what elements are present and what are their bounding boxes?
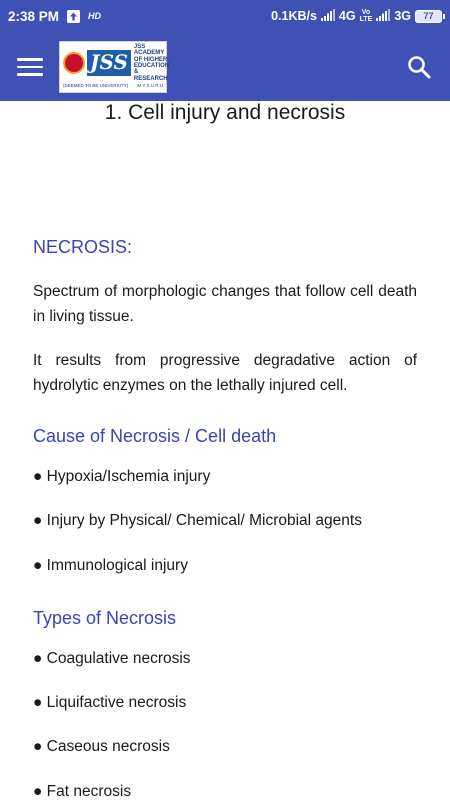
logo-line: & RESEARCH (133, 69, 168, 82)
app-logo (59, 41, 170, 93)
hd-indicator: HD (88, 11, 102, 21)
list-item: ● Caseous necrosis (33, 738, 170, 755)
mechanism-paragraph: It results from progressive degradative action of hydrolytic enzymes on the lethally injured cell. (33, 352, 417, 394)
section-heading-causes: Cause of Necrosis / Cell death (33, 426, 277, 446)
logo-tagline-right: M Y S U R U (137, 83, 163, 88)
volte-bottom: LTE (359, 16, 373, 23)
logo-line: EDUCATION (133, 63, 170, 69)
section-heading-types: Types of Necrosis (33, 608, 177, 628)
status-right (271, 9, 442, 24)
logo-mark: JSS (87, 50, 131, 76)
logo-tagline-left: (DEEMED TO BE UNIVERSITY) (63, 83, 129, 88)
logo-text (134, 44, 169, 82)
list-item: ● Coagulative necrosis (33, 650, 191, 667)
status-time: 2:38 PM (8, 8, 60, 24)
volte-top: Vo (361, 9, 371, 16)
app-bar (0, 32, 450, 101)
network-speed: 0.1KB/s (271, 9, 317, 23)
signal-bars-icon (376, 9, 390, 24)
logo-line: JSS (133, 43, 146, 50)
list-item: ● Immunological injury (33, 557, 188, 574)
logo-line: OF HIGHER (133, 56, 168, 63)
list-item: ● Liquifactive necrosis (33, 694, 187, 711)
volte-indicator (360, 9, 373, 23)
hamburger-menu-icon[interactable] (15, 55, 45, 79)
search-icon[interactable] (406, 54, 432, 80)
logo-line: ACADEMY (133, 50, 165, 57)
status-bar (0, 0, 450, 32)
upload-arrow-icon (67, 10, 80, 23)
battery-level: 77 (423, 11, 434, 21)
list-item: ● Fat necrosis (33, 783, 132, 800)
section-heading-necrosis: NECROSIS: (33, 237, 133, 257)
network-type-4g: 4G (338, 9, 356, 23)
signal-bars-icon (321, 9, 335, 24)
logo-tagline (63, 83, 163, 88)
logo-top (63, 43, 170, 82)
list-item: ● Injury by Physical/ Chemical/ Microbial agents (33, 512, 362, 529)
list-item: ● Hypoxia/Ischemia injury (33, 468, 211, 485)
logo-seal-icon (63, 52, 85, 74)
page-title: 1. Cell injury and necrosis (104, 101, 346, 124)
definition-paragraph: Spectrum of morphologic changes that follow cell death in living tissue. (33, 283, 417, 325)
network-type-3g: 3G (394, 9, 411, 23)
battery-icon (415, 10, 442, 23)
status-left (8, 9, 101, 24)
